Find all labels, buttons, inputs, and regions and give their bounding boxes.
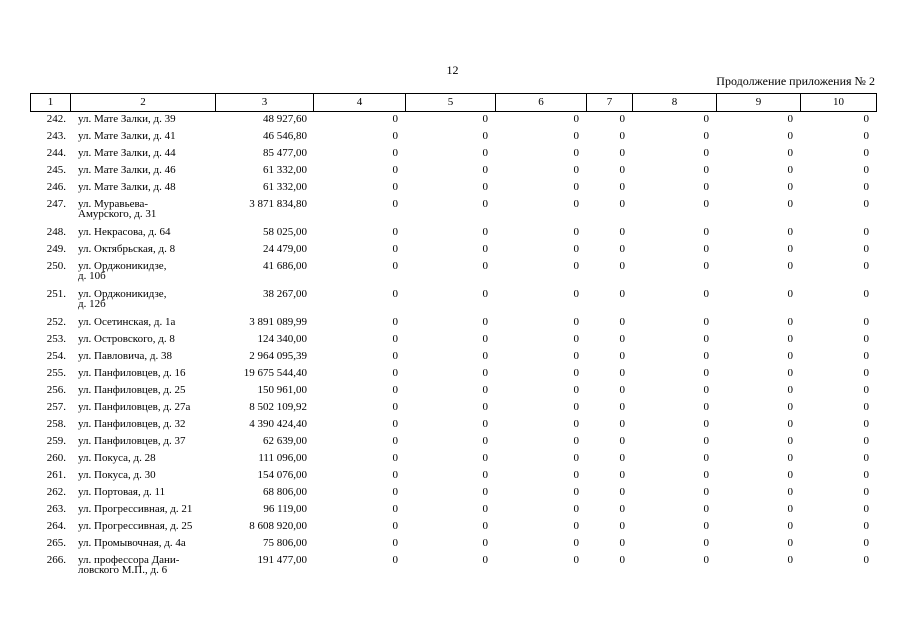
row-address: ул. Панфиловцев, д. 37 [78,436,186,447]
row-zero-value: 0 [573,165,579,176]
row-zero-value: 0 [573,419,579,430]
row-number: 261. [46,470,66,481]
row-zero-value: 0 [863,227,869,238]
row-zero-value: 0 [482,317,488,328]
row-zero-value: 0 [787,261,793,272]
row-address: ул. Некрасова, д. 64 [78,227,171,238]
row-number: 243. [46,131,66,142]
table-row [30,436,876,453]
table-row [30,114,876,131]
row-zero-value: 0 [619,165,625,176]
row-zero-value: 0 [703,555,709,566]
header-cell: 1 [31,94,71,112]
row-zero-value: 0 [573,244,579,255]
row-address: ул. Мате Залки, д. 41 [78,131,176,142]
row-zero-value: 0 [787,244,793,255]
row-zero-value: 0 [703,504,709,515]
row-zero-value: 0 [392,504,398,515]
row-zero-value: 0 [573,182,579,193]
row-address: ул. Панфиловцев, д. 25 [78,385,186,396]
row-zero-value: 0 [573,148,579,159]
row-number: 253. [46,334,66,345]
page-number: 12 [446,63,459,77]
row-zero-value: 0 [787,385,793,396]
header-cell: 5 [406,94,496,112]
row-zero-value: 0 [392,419,398,430]
row-address: ул. Прогрессивная, д. 21 [78,504,193,515]
row-zero-value: 0 [482,165,488,176]
row-zero-value: 0 [863,351,869,362]
table-row [30,261,876,289]
row-zero-value: 0 [482,504,488,515]
row-zero-value: 0 [703,538,709,549]
row-zero-value: 0 [863,521,869,532]
row-zero-value: 0 [482,182,488,193]
row-zero-value: 0 [619,504,625,515]
header-cell: 2 [71,94,216,112]
row-zero-value: 0 [482,289,488,300]
row-zero-value: 0 [482,419,488,430]
row-zero-value: 0 [573,131,579,142]
row-zero-value: 0 [573,385,579,396]
row-amount: 2 964 095,39 [249,351,307,362]
table-row [30,555,876,583]
row-amount: 191 477,00 [257,555,307,566]
row-number: 262. [46,487,66,498]
row-zero-value: 0 [787,453,793,464]
row-zero-value: 0 [619,199,625,210]
row-zero-value: 0 [619,351,625,362]
row-zero-value: 0 [619,402,625,413]
row-zero-value: 0 [619,114,625,125]
row-amount: 38 267,00 [263,289,307,300]
row-address: ул. Промывочная, д. 4а [78,538,186,549]
row-zero-value: 0 [619,487,625,498]
row-zero-value: 0 [573,261,579,272]
row-zero-value: 0 [703,351,709,362]
row-zero-value: 0 [863,368,869,379]
row-zero-value: 0 [392,261,398,272]
row-address: ул. Панфиловцев, д. 32 [78,419,186,430]
row-zero-value: 0 [703,199,709,210]
row-zero-value: 0 [392,402,398,413]
row-zero-value: 0 [392,227,398,238]
row-address: ул. Осетинская, д. 1а [78,317,176,328]
row-zero-value: 0 [573,538,579,549]
row-zero-value: 0 [392,351,398,362]
row-amount: 3 891 089,99 [249,317,307,328]
row-number: 255. [46,368,66,379]
row-number: 248. [46,227,66,238]
header-cell: 8 [633,94,717,112]
row-zero-value: 0 [863,317,869,328]
row-zero-value: 0 [392,114,398,125]
row-number: 266. [46,555,66,566]
row-zero-value: 0 [573,289,579,300]
row-address: ул. Портовая, д. 11 [78,487,166,498]
row-zero-value: 0 [482,470,488,481]
row-zero-value: 0 [619,453,625,464]
row-number: 246. [46,182,66,193]
header-cell: 9 [717,94,801,112]
row-zero-value: 0 [863,470,869,481]
row-zero-value: 0 [482,385,488,396]
row-address: ул. Октябрьская, д. 8 [78,244,176,255]
row-zero-value: 0 [863,436,869,447]
row-zero-value: 0 [392,368,398,379]
row-zero-value: 0 [392,182,398,193]
row-zero-value: 0 [573,436,579,447]
row-zero-value: 0 [619,555,625,566]
row-zero-value: 0 [863,114,869,125]
row-number: 260. [46,453,66,464]
row-zero-value: 0 [573,487,579,498]
table-row [30,385,876,402]
row-zero-value: 0 [787,436,793,447]
row-amount: 61 332,00 [263,182,307,193]
row-zero-value: 0 [703,289,709,300]
row-zero-value: 0 [703,521,709,532]
row-zero-value: 0 [863,165,869,176]
row-zero-value: 0 [787,555,793,566]
row-zero-value: 0 [787,487,793,498]
row-zero-value: 0 [392,148,398,159]
row-zero-value: 0 [392,165,398,176]
header-cell: 3 [216,94,314,112]
row-zero-value: 0 [863,555,869,566]
row-zero-value: 0 [619,538,625,549]
row-amount: 124 340,00 [257,334,307,345]
row-number: 258. [46,419,66,430]
row-number: 250. [46,261,66,272]
row-zero-value: 0 [619,244,625,255]
row-zero-value: 0 [787,165,793,176]
row-zero-value: 0 [703,419,709,430]
row-zero-value: 0 [573,504,579,515]
header-cell: 4 [314,94,406,112]
row-number: 244. [46,148,66,159]
row-address: ул. Орджоникидзе, д. 12б [78,289,167,310]
row-amount: 85 477,00 [263,148,307,159]
row-zero-value: 0 [619,317,625,328]
row-zero-value: 0 [703,402,709,413]
row-zero-value: 0 [482,114,488,125]
row-zero-value: 0 [619,261,625,272]
row-zero-value: 0 [863,334,869,345]
row-zero-value: 0 [703,182,709,193]
row-number: 259. [46,436,66,447]
table-row [30,402,876,419]
row-zero-value: 0 [787,402,793,413]
row-amount: 58 025,00 [263,227,307,238]
row-zero-value: 0 [703,317,709,328]
row-number: 251. [46,289,66,300]
row-zero-value: 0 [703,453,709,464]
row-address: ул. Мате Залки, д. 46 [78,165,176,176]
row-amount: 154 076,00 [257,470,307,481]
row-amount: 8 502 109,92 [249,402,307,413]
row-amount: 111 096,00 [258,453,307,464]
row-zero-value: 0 [392,317,398,328]
table-row [30,165,876,182]
row-zero-value: 0 [619,131,625,142]
row-zero-value: 0 [482,487,488,498]
row-zero-value: 0 [863,199,869,210]
row-zero-value: 0 [787,199,793,210]
row-zero-value: 0 [703,131,709,142]
row-number: 254. [46,351,66,362]
row-address: ул. Панфиловцев, д. 16 [78,368,186,379]
row-zero-value: 0 [619,419,625,430]
row-amount: 150 961,00 [257,385,307,396]
row-number: 265. [46,538,66,549]
appendix-title: Продолжение приложения № 2 [716,74,875,88]
row-zero-value: 0 [573,402,579,413]
row-zero-value: 0 [787,289,793,300]
row-zero-value: 0 [863,385,869,396]
row-zero-value: 0 [787,521,793,532]
row-zero-value: 0 [573,470,579,481]
row-zero-value: 0 [863,504,869,515]
row-zero-value: 0 [787,351,793,362]
row-number: 245. [46,165,66,176]
row-amount: 75 806,00 [263,538,307,549]
table-row [30,419,876,436]
row-address: ул. Орджоникидзе, д. 10б [78,261,167,282]
row-zero-value: 0 [482,555,488,566]
row-zero-value: 0 [482,131,488,142]
row-zero-value: 0 [392,436,398,447]
row-zero-value: 0 [573,199,579,210]
row-zero-value: 0 [392,289,398,300]
row-amount: 68 806,00 [263,487,307,498]
row-zero-value: 0 [703,227,709,238]
row-zero-value: 0 [863,419,869,430]
row-address: ул. Покуса, д. 30 [78,470,156,481]
row-zero-value: 0 [482,351,488,362]
row-zero-value: 0 [482,538,488,549]
row-zero-value: 0 [619,368,625,379]
row-address: ул. профессора Дани- ловского М.П., д. 6 [78,555,180,576]
table-row [30,334,876,351]
row-zero-value: 0 [787,538,793,549]
row-number: 249. [46,244,66,255]
row-number: 257. [46,402,66,413]
data-table [30,114,876,583]
row-amount: 19 675 544,40 [243,368,307,379]
row-address: ул. Муравьева- Амурского, д. 31 [78,199,157,220]
row-zero-value: 0 [392,453,398,464]
row-zero-value: 0 [619,470,625,481]
row-amount: 41 686,00 [263,261,307,272]
row-zero-value: 0 [787,334,793,345]
row-zero-value: 0 [863,538,869,549]
row-zero-value: 0 [573,453,579,464]
row-zero-value: 0 [703,165,709,176]
row-zero-value: 0 [482,521,488,532]
header-row [31,94,877,112]
row-address: ул. Мате Залки, д. 44 [78,148,176,159]
table-row [30,351,876,368]
row-amount: 61 332,00 [263,165,307,176]
header-cell: 10 [801,94,877,112]
row-zero-value: 0 [482,453,488,464]
row-zero-value: 0 [573,227,579,238]
row-zero-value: 0 [703,244,709,255]
row-amount: 8 608 920,00 [249,521,307,532]
table-row [30,538,876,555]
row-zero-value: 0 [787,182,793,193]
row-zero-value: 0 [787,148,793,159]
row-zero-value: 0 [482,334,488,345]
table-row [30,227,876,244]
row-zero-value: 0 [392,555,398,566]
row-zero-value: 0 [787,317,793,328]
row-number: 264. [46,521,66,532]
row-zero-value: 0 [573,114,579,125]
row-address: ул. Покуса, д. 28 [78,453,156,464]
row-zero-value: 0 [482,199,488,210]
row-zero-value: 0 [392,538,398,549]
row-zero-value: 0 [392,131,398,142]
row-number: 247. [46,199,66,210]
row-address: ул. Островского, д. 8 [78,334,175,345]
table-row [30,453,876,470]
table-row [30,317,876,334]
header-cell: 6 [496,94,587,112]
row-zero-value: 0 [863,261,869,272]
row-zero-value: 0 [573,317,579,328]
row-number: 242. [46,114,66,125]
table-row [30,182,876,199]
row-address: ул. Прогрессивная, д. 25 [78,521,193,532]
row-zero-value: 0 [863,402,869,413]
row-zero-value: 0 [482,244,488,255]
row-zero-value: 0 [703,114,709,125]
row-zero-value: 0 [573,555,579,566]
row-zero-value: 0 [482,436,488,447]
row-zero-value: 0 [619,385,625,396]
row-zero-value: 0 [787,419,793,430]
row-zero-value: 0 [619,334,625,345]
row-zero-value: 0 [619,182,625,193]
table-row [30,148,876,165]
row-zero-value: 0 [573,334,579,345]
table-row [30,368,876,385]
row-zero-value: 0 [863,131,869,142]
row-zero-value: 0 [482,368,488,379]
row-zero-value: 0 [863,182,869,193]
row-number: 263. [46,504,66,515]
row-amount: 96 119,00 [263,504,307,515]
row-zero-value: 0 [863,244,869,255]
row-zero-value: 0 [619,148,625,159]
table-row [30,289,876,317]
row-zero-value: 0 [703,385,709,396]
row-amount: 24 479,00 [263,244,307,255]
row-number: 256. [46,385,66,396]
row-zero-value: 0 [392,334,398,345]
row-zero-value: 0 [392,385,398,396]
row-zero-value: 0 [392,199,398,210]
row-zero-value: 0 [787,227,793,238]
row-zero-value: 0 [573,368,579,379]
row-amount: 3 871 834,80 [249,199,307,210]
row-amount: 46 546,80 [263,131,307,142]
row-number: 252. [46,317,66,328]
row-zero-value: 0 [703,261,709,272]
row-zero-value: 0 [703,470,709,481]
row-zero-value: 0 [392,470,398,481]
row-zero-value: 0 [863,487,869,498]
row-zero-value: 0 [482,148,488,159]
row-address: ул. Павловича, д. 38 [78,351,172,362]
row-amount: 62 639,00 [263,436,307,447]
row-zero-value: 0 [787,504,793,515]
row-zero-value: 0 [619,521,625,532]
row-zero-value: 0 [787,114,793,125]
row-zero-value: 0 [619,227,625,238]
row-zero-value: 0 [703,334,709,345]
row-zero-value: 0 [619,289,625,300]
row-zero-value: 0 [619,436,625,447]
row-amount: 4 390 424,40 [249,419,307,430]
row-zero-value: 0 [573,521,579,532]
row-zero-value: 0 [392,487,398,498]
row-zero-value: 0 [482,227,488,238]
table-row [30,470,876,487]
table-row [30,521,876,538]
row-zero-value: 0 [787,368,793,379]
row-zero-value: 0 [787,470,793,481]
row-address: ул. Мате Залки, д. 39 [78,114,176,125]
table-row [30,487,876,504]
row-zero-value: 0 [392,244,398,255]
row-zero-value: 0 [863,453,869,464]
row-address: ул. Мате Залки, д. 48 [78,182,176,193]
row-zero-value: 0 [863,148,869,159]
row-address: ул. Панфиловцев, д. 27а [78,402,191,413]
row-zero-value: 0 [787,131,793,142]
row-zero-value: 0 [482,402,488,413]
row-zero-value: 0 [703,436,709,447]
row-zero-value: 0 [703,368,709,379]
row-amount: 48 927,60 [263,114,307,125]
table-row [30,131,876,148]
row-zero-value: 0 [863,289,869,300]
table-row [30,199,876,227]
row-zero-value: 0 [703,148,709,159]
row-zero-value: 0 [703,487,709,498]
row-zero-value: 0 [573,351,579,362]
table-row [30,504,876,521]
table-row [30,244,876,261]
table-header [30,93,877,112]
row-zero-value: 0 [392,521,398,532]
row-zero-value: 0 [482,261,488,272]
header-cell: 7 [587,94,633,112]
